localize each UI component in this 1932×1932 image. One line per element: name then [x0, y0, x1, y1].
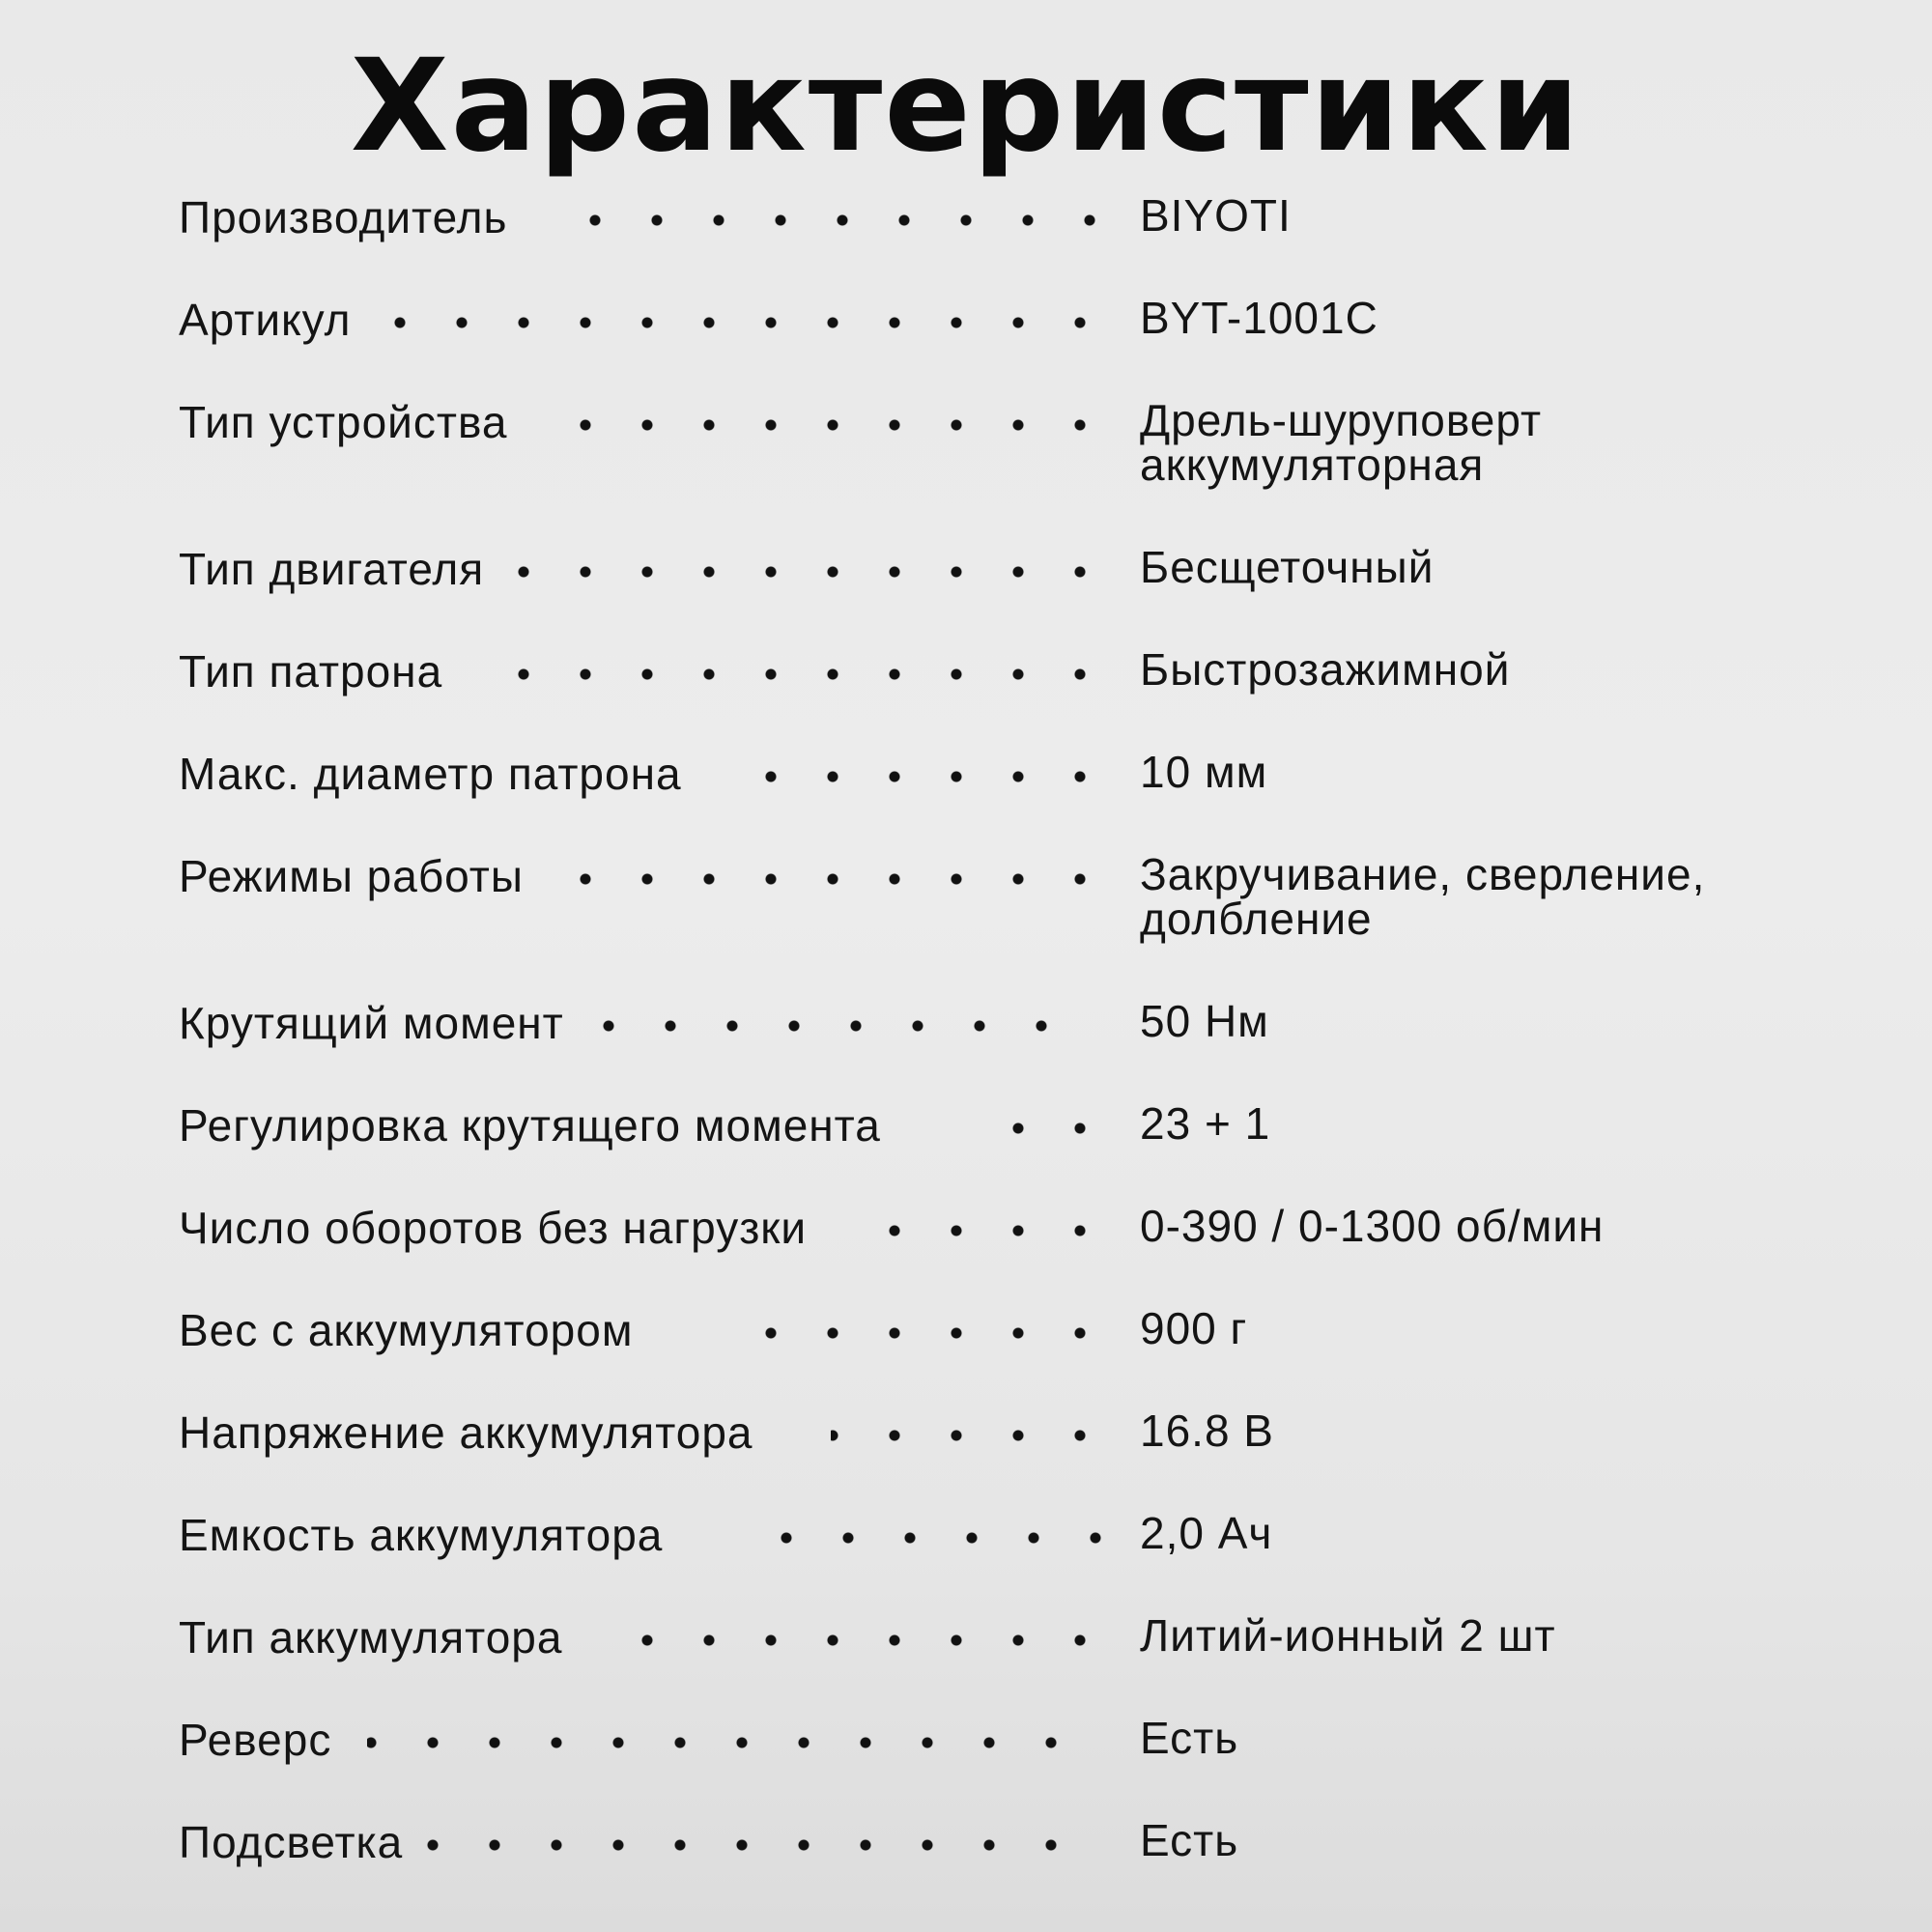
spec-row-light — [0, 1815, 1932, 1915]
spec-value: Бесщеточный — [1140, 542, 1435, 592]
dot-leader — [715, 1327, 1111, 1339]
spec-value — [1140, 395, 1543, 490]
spec-value-line-2: аккумуляторная — [1140, 440, 1485, 490]
spec-label: Крутящий момент — [179, 998, 564, 1048]
spec-label: Тип аккумулятора — [179, 1612, 563, 1662]
spec-value: 2,0 Ач — [1140, 1508, 1273, 1558]
spec-value: Литий-ионный 2 шт — [1140, 1610, 1556, 1661]
spec-row-operating-modes — [0, 849, 1932, 949]
spec-label: Артикул — [179, 295, 352, 345]
spec-value: 900 г — [1140, 1303, 1248, 1353]
spec-row-device-type — [0, 395, 1932, 495]
spec-label: Тип устройства — [179, 397, 508, 447]
spec-label: Число оборотов без нагрузки — [179, 1203, 808, 1253]
spec-value — [1140, 849, 1706, 944]
dot-leader — [473, 668, 1111, 680]
spec-value: 16.8 В — [1140, 1406, 1274, 1456]
spec-row-reverse — [0, 1713, 1932, 1812]
spec-row-chuck-diameter — [0, 747, 1932, 846]
spec-label: Тип патрона — [179, 646, 443, 696]
spec-row-manufacturer — [0, 190, 1932, 290]
dot-leader — [541, 214, 1121, 226]
spec-row-torque-adjustment — [0, 1098, 1932, 1198]
spec-value: Есть — [1140, 1815, 1239, 1865]
spec-row-weight — [0, 1303, 1932, 1403]
spec-label: Тип двигателя — [179, 544, 485, 594]
dot-leader — [831, 1430, 1111, 1441]
spec-label: Напряжение аккумулятора — [179, 1407, 753, 1458]
spec-value-line-2: долбление — [1140, 894, 1373, 944]
spec-row-motor-type — [0, 542, 1932, 641]
spec-value: Есть — [1140, 1713, 1239, 1763]
dot-leader — [638, 1634, 1111, 1646]
dot-leader — [406, 1839, 1082, 1851]
spec-row-battery-type — [0, 1610, 1932, 1710]
spec-row-battery-voltage — [0, 1408, 1932, 1505]
spec-row-chuck-type — [0, 644, 1932, 744]
dot-leader — [553, 419, 1111, 431]
dot-leader — [730, 1532, 1126, 1544]
spec-value: 0-390 / 0-1300 об/мин — [1140, 1201, 1605, 1251]
spec-label: Реверс — [179, 1715, 332, 1765]
dot-leader — [367, 1737, 1082, 1748]
spec-row-battery-capacity — [0, 1508, 1932, 1607]
spec-value: 10 мм — [1140, 747, 1268, 797]
spec-value: BYT-1001C — [1140, 293, 1378, 343]
dot-leader — [518, 566, 1111, 578]
spec-row-torque — [0, 996, 1932, 1095]
spec-row-no-load-speed — [0, 1201, 1932, 1300]
spec-label: Подсветка — [179, 1817, 404, 1867]
spec-row-article — [0, 293, 1932, 392]
spec-label: Регулировка крутящего момента — [179, 1100, 881, 1151]
spec-label: Режимы работы — [179, 851, 524, 901]
dot-leader — [384, 317, 1111, 328]
dot-leader — [753, 771, 1111, 782]
spec-value: BIYOTI — [1140, 190, 1292, 241]
dot-leader — [580, 873, 1111, 885]
spec-label: Производитель — [179, 192, 508, 242]
page-title: Характеристики — [350, 32, 1582, 181]
dot-leader — [889, 1225, 1111, 1236]
spec-label: Вес с аккумулятором — [179, 1305, 634, 1355]
spec-value-line-1: Закручивание, сверление, — [1140, 849, 1706, 899]
spec-value: 50 Нм — [1140, 996, 1269, 1046]
spec-label: Макс. диаметр патрона — [179, 749, 682, 799]
spec-value: Быстрозажимной — [1140, 644, 1511, 695]
spec-value: 23 + 1 — [1140, 1098, 1271, 1149]
spec-value-line-1: Дрель-шуруповерт — [1140, 395, 1543, 445]
dot-leader — [976, 1122, 1111, 1134]
dot-leader — [599, 1020, 1072, 1032]
spec-label: Емкость аккумулятора — [179, 1510, 664, 1560]
